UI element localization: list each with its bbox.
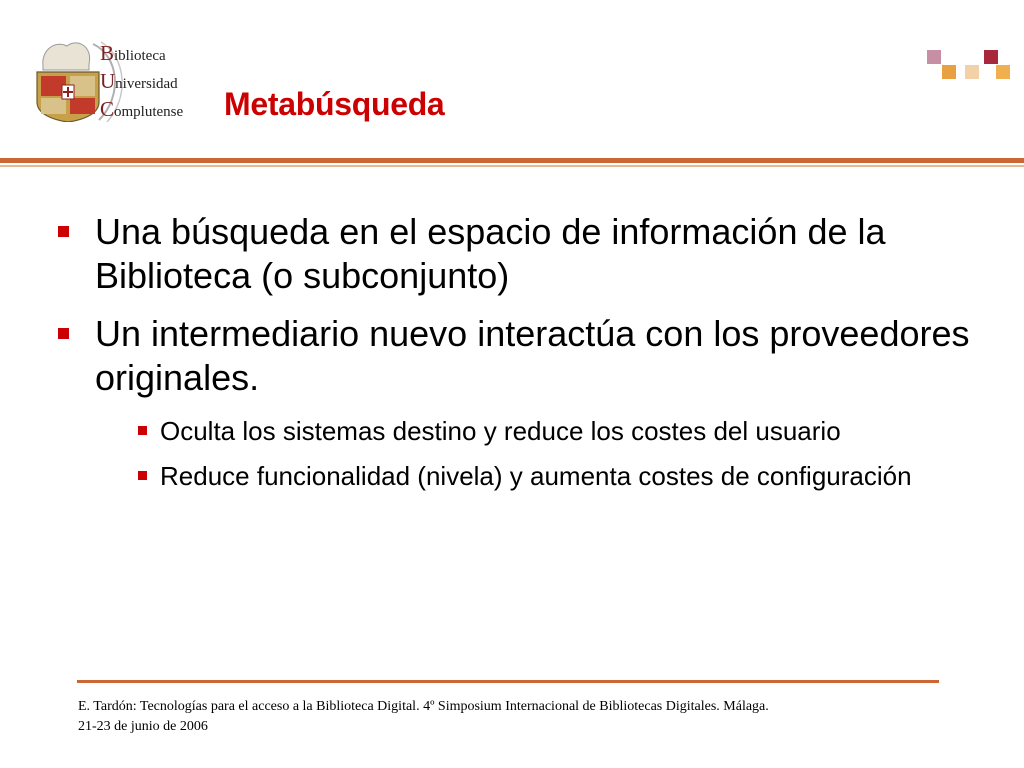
bullet-square-icon: [58, 328, 69, 339]
sub-bullet-square-icon: [138, 471, 147, 480]
library-name-line1: Biblioteca: [100, 41, 166, 65]
header-divider: [0, 158, 1024, 163]
library-name-line3: Complutense: [100, 97, 184, 121]
decor-square-3: [965, 65, 979, 79]
footer-line-1: E. Tardón: Tecnologías para el acceso a la Biblioteca Digital. 4º Simposium Internacional de Bibliotecas Digitales. Málaga.: [78, 699, 769, 714]
sub-bullet-item: Oculta los sistemas destino y reduce los costes del usuario: [138, 414, 980, 449]
bullet-item: Un intermediario nuevo interactúa con los proveedores originales.: [58, 312, 1008, 400]
library-name: [100, 41, 183, 125]
library-name-line2: Universidad: [100, 69, 178, 93]
decor-square-2: [942, 65, 956, 79]
footer-line-2: 21-23 de junio de 2006: [78, 719, 208, 734]
bullet-list: [58, 210, 1008, 504]
sub-bullet-item: Reduce funcionalidad (nivela) y aumenta costes de configuración: [138, 459, 980, 494]
sub-bullet-square-icon: [138, 426, 147, 435]
header-divider-shadow: [0, 165, 1024, 167]
slide-title: Metabúsqueda: [224, 86, 445, 122]
decor-square-1: [927, 50, 941, 64]
bullet-item: Una búsqueda en el espacio de información de la Biblioteca (o subconjunto): [58, 210, 1008, 298]
footer-divider: [77, 680, 939, 683]
bullet-square-icon: [58, 226, 69, 237]
footer-citation: [78, 697, 978, 737]
decor-square-5: [984, 50, 998, 64]
decor-square-4: [996, 65, 1010, 79]
